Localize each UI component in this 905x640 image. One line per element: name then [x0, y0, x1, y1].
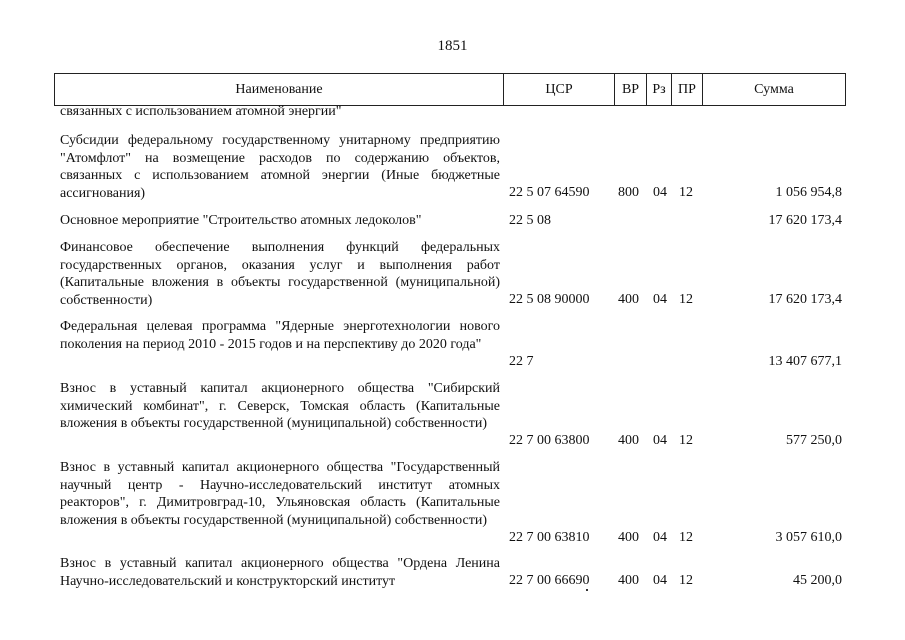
row-pr: 12 [679, 185, 693, 200]
header-sum: Сумма [702, 74, 845, 105]
header-name: Наименование [235, 81, 323, 97]
row-csr: 22 5 07 64590 [509, 185, 590, 200]
row-sum: 17 620 173,4 [768, 292, 842, 307]
row-name: Взнос в уставный капитал акционерного общества "Государственный научный центр - Научно-исследовательский институт атомных реакторов", г. Димитровград-10, Ульяновская область (Капитальные вложения в объекты государственной (муниципальной) собственности) [60, 460, 500, 528]
header-pr: ПР [671, 74, 702, 105]
row-sum: 45 200,0 [793, 573, 842, 588]
row-sum: 13 407 677,1 [768, 354, 842, 369]
row-name: Основное мероприятие "Строительство атомных ледоколов" [60, 213, 422, 228]
row-rz: 04 [653, 433, 667, 448]
row-vr: 400 [618, 433, 639, 448]
row-rz: 04 [653, 292, 667, 307]
row-sum: 577 250,0 [786, 433, 842, 448]
row-rz: 04 [653, 185, 667, 200]
header-csr: ЦСР [503, 74, 614, 105]
row-pr: 12 [679, 573, 693, 588]
page-number: 1851 [437, 38, 468, 54]
row-vr: 400 [618, 530, 639, 545]
row-rz: 04 [653, 530, 667, 545]
row-csr: 22 7 [509, 354, 534, 369]
row-csr: 22 5 08 90000 [509, 292, 590, 307]
row-vr: 800 [618, 185, 639, 200]
row-name: связанных с использованием атомной энергии" [60, 104, 342, 119]
row-csr: 22 5 08 [509, 213, 551, 228]
row-name: Федеральная целевая программа "Ядерные энерготехнологии нового поколения на период 2010 - 2015 годов и на перспективу до 2020 года" [60, 319, 500, 352]
row-vr: 400 [618, 292, 639, 307]
row-csr: 22 7 00 63810 [509, 530, 590, 545]
row-csr: 22 7 00 63800 [509, 433, 590, 448]
row-pr: 12 [679, 433, 693, 448]
header-vr: ВР [614, 74, 646, 105]
row-pr: 12 [679, 292, 693, 307]
row-name: Взнос в уставный капитал акционерного общества "Ордена Ленина Научно-исследовательский и конструкторский институт [60, 556, 500, 589]
row-name: Субсидии федеральному государственному унитарному предприятию "Атомфлот" на возмещение расходов по содержанию объектов, связанных с использованием атомной энергии (Иные бюджетные ассигнования) [60, 133, 500, 201]
row-vr: 400 [618, 573, 639, 588]
row-pr: 12 [679, 530, 693, 545]
table-header [54, 73, 846, 106]
row-rz: 04 [653, 573, 667, 588]
row-sum: 1 056 954,8 [775, 185, 842, 200]
row-csr: 22 7 00 66690 [509, 573, 590, 588]
row-name: Взнос в уставный капитал акционерного общества "Сибирский химический комбинат", г. Северск, Томская область (Капитальные вложения в объекты государственной (муниципальной) собственности) [60, 381, 500, 431]
row-sum: 17 620 173,4 [768, 213, 842, 228]
scan-artifact [586, 589, 588, 591]
row-name: Финансовое обеспечение выполнения функций федеральных государственных органов, оказания услуг и выполнения работ (Капитальные вложения в объекты государственной (муниципальной) собственности) [60, 240, 500, 308]
header-rz: Рз [646, 74, 671, 105]
row-sum: 3 057 610,0 [775, 530, 842, 545]
